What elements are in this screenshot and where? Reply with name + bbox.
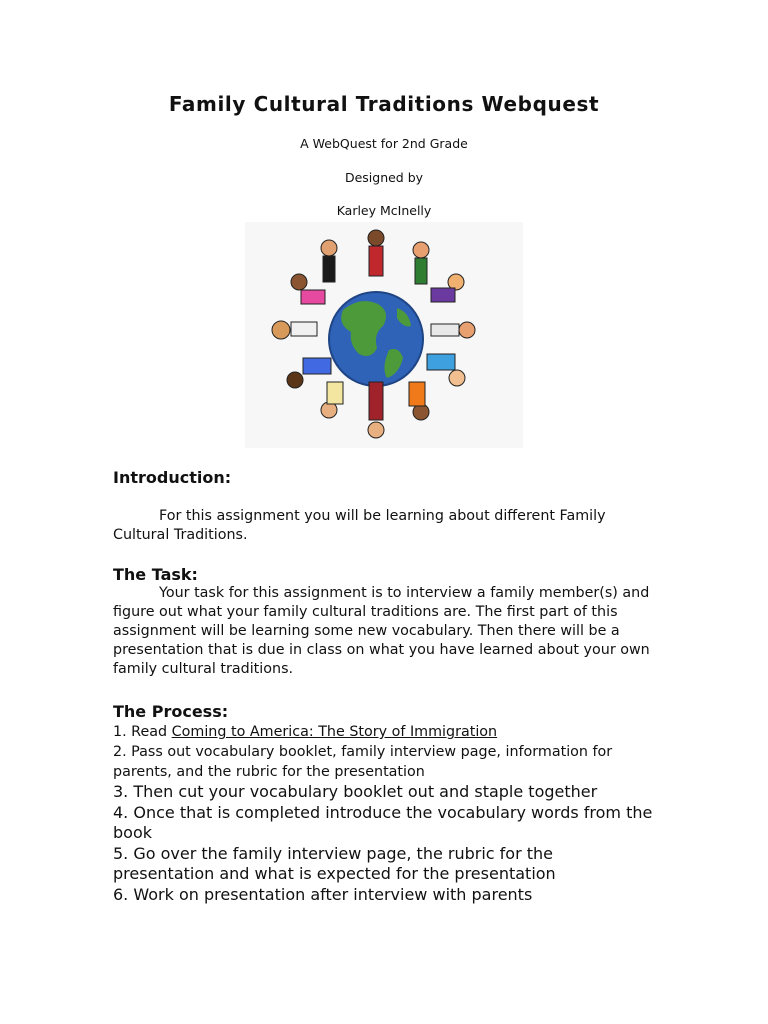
introduction-text	[113, 507, 658, 545]
process-step-6: 6. Work on presentation after interview with parents	[113, 884, 533, 904]
designed-by-label: Designed by	[344, 170, 424, 185]
process-step-5: 5. Go over the family interview page, the rubric for the presentation and what is expected for the presentation	[113, 843, 556, 883]
introduction-text-content: For this assignment you will be learning about different Family Cultural Traditions.	[113, 508, 606, 543]
process-step-2: 2. Pass out vocabulary booklet, family interview page, information for parents, and the rubric for the presentation	[113, 744, 613, 780]
task-heading: The Task:	[113, 565, 198, 584]
book-title-link[interactable]: Coming to America: The Story of Immigration	[171, 724, 498, 740]
process-step-3: 3. Then cut your vocabulary booklet out and staple together	[113, 782, 598, 801]
author-name: Karley McInelly	[336, 203, 432, 218]
process-steps	[113, 722, 658, 905]
process-step-1-prefix: 1. Read	[113, 724, 172, 740]
children-around-globe-illustration	[245, 222, 523, 448]
introduction-heading: Introduction:	[113, 468, 232, 487]
subtitle: A WebQuest for 2nd Grade	[300, 136, 468, 151]
task-text-content: Your task for this assignment is to interview a family member(s) and figure out what your family cultural traditions are. The first part of this assignment will be learning some new vocabulary. Then there will be a presentation that is due in class on what you have learned about your own family cultural traditions.	[113, 585, 650, 677]
task-text	[113, 584, 658, 679]
document-title: Family Cultural Traditions Webquest	[168, 92, 600, 116]
process-step-4: 4. Once that is completed introduce the vocabulary words from the book	[113, 802, 653, 842]
process-heading: The Process:	[113, 702, 229, 721]
process-step-1	[113, 722, 658, 742]
